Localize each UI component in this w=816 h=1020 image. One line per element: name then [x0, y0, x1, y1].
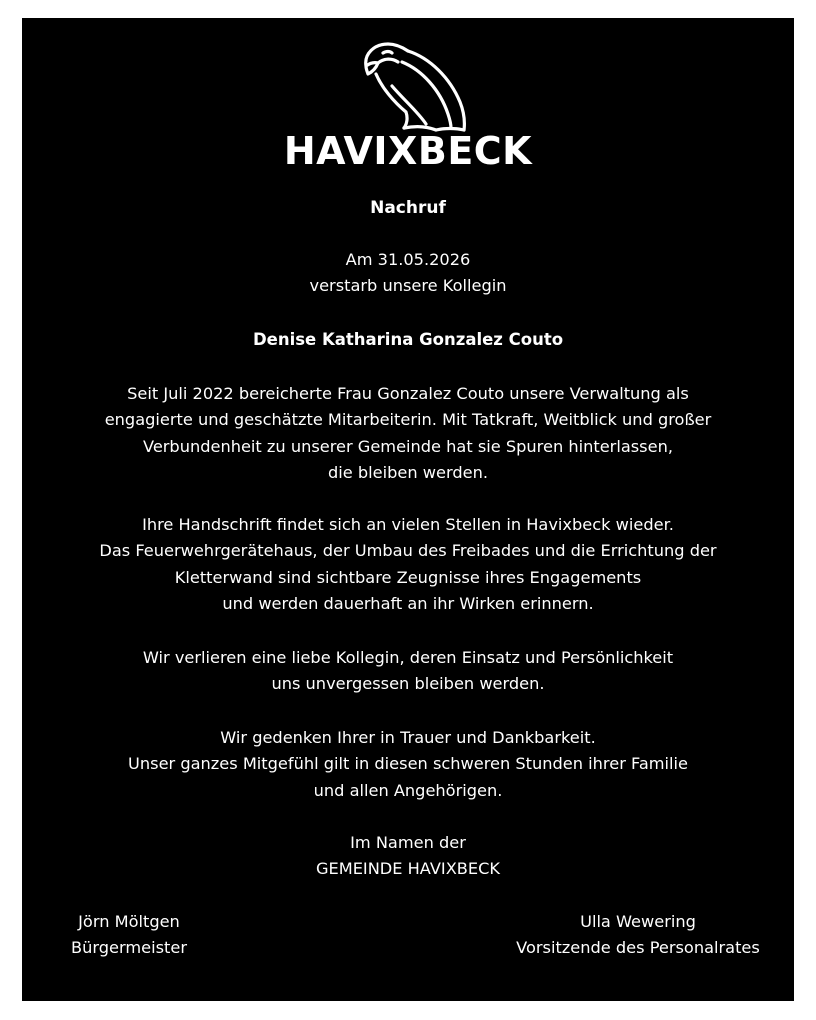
- paragraph-line: Das Feuerwehrgerätehaus, der Umbau des Freibades und die Errichtung der: [99, 541, 717, 561]
- intro-text: [22, 247, 794, 300]
- closing-organization: GEMEINDE HAVIXBECK: [315, 859, 501, 879]
- page-title: Nachruf: [370, 198, 446, 218]
- paragraph-line: und allen Angehörigen.: [313, 780, 503, 800]
- paragraph-line: Unser ganzes Mitgefühl gilt in diesen schweren Stunden ihrer Familie: [128, 754, 688, 774]
- paragraph-2: [22, 512, 794, 617]
- paragraph-line: und werden dauerhaft an ihr Wirken erinnern.: [222, 593, 594, 613]
- paragraph-3: [22, 645, 794, 698]
- paragraph-line: Wir verlieren eine liebe Kollegin, deren Einsatz und Persönlichkeit: [142, 648, 674, 667]
- paragraph-line: Seit Juli 2022 bereicherte Frau Gonzalez Couto unsere Verwaltung als: [127, 384, 689, 403]
- paragraph-line: die bleiben werden.: [328, 462, 488, 482]
- intro-date: Am 31.05.2026: [345, 250, 471, 269]
- signatory-role: Bürgermeister: [71, 938, 187, 958]
- deceased-name: Denise Katharina Gonzalez Couto: [252, 330, 564, 349]
- intro-line: verstarb unsere Kollegin: [309, 276, 507, 296]
- paragraph-line: uns unvergessen bleiben werden.: [271, 674, 545, 694]
- paragraph-line: Wir gedenken Ihrer in Trauer und Dankbarkeit.: [220, 728, 596, 747]
- obituary-card: [22, 18, 794, 1001]
- paragraph-4: [22, 725, 794, 804]
- paragraph-line: Verbundenheit zu unserer Gemeinde hat sie Spuren hinterlassen,: [143, 436, 673, 456]
- signatory-name: Jörn Möltgen: [78, 912, 180, 931]
- signatory-role: Vorsitzende des Personalrates: [516, 938, 760, 958]
- paragraph-line: engagierte und geschätzte Mitarbeiterin. Mit Tatkraft, Weitblick und großer: [104, 410, 712, 430]
- paragraph-1: [22, 381, 794, 486]
- closing-line: Im Namen der: [350, 833, 466, 852]
- closing: [22, 830, 794, 883]
- logo-wordmark: HAVIXBECK: [283, 129, 533, 173]
- signatory-name: Ulla Wewering: [580, 912, 696, 931]
- paragraph-line: Kletterwand sind sichtbare Zeugnisse ihres Engagements: [174, 567, 642, 587]
- paragraph-line: Ihre Handschrift findet sich an vielen Stellen in Havixbeck wieder.: [142, 515, 674, 534]
- signature-left: [54, 909, 204, 962]
- signature-right: [488, 909, 788, 962]
